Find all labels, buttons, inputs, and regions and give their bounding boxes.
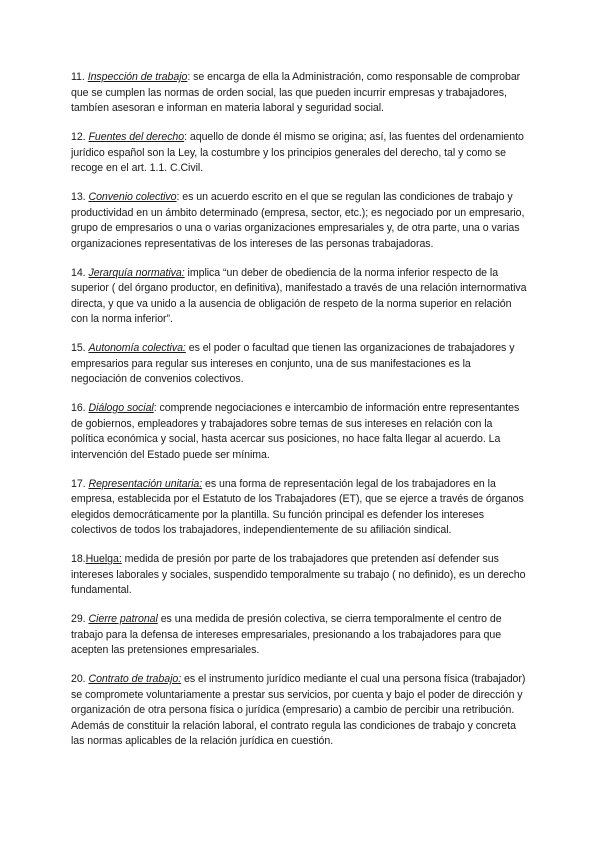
entry-definition: es el poder o facultad que tienen las organizaciones de trabajadores y empresarios para regular sus intereses en conjunto, una de sus manifestaciones es la negociación de convenios colectivos. bbox=[71, 342, 515, 386]
glossary-entry bbox=[71, 401, 527, 463]
glossary-entry bbox=[71, 552, 527, 599]
glossary-entry bbox=[71, 612, 527, 659]
entry-definition: es una medida de presión colectiva, se cierra temporalmente el centro de trabajo para la defensa de intereses empresariales, presionando a los trabajadores para que acepten las pretensiones empresariales. bbox=[71, 613, 502, 657]
entry-term: Representación unitaria: bbox=[88, 477, 203, 490]
entry-number: 11. bbox=[71, 71, 88, 83]
entry-term: Fuentes del derecho bbox=[88, 130, 185, 143]
entry-number: 13. bbox=[71, 190, 89, 203]
entry-definition: medida de presión por parte de los trabajadores que pretenden así defender sus intereses laborales y sociales, suspendido temporalmente su trabajo ( no definido), es un derecho fundamental. bbox=[71, 553, 526, 597]
entry-term: Diálogo social bbox=[88, 402, 154, 415]
entry-number: 12. bbox=[71, 130, 89, 143]
glossary-entry bbox=[71, 341, 527, 388]
entry-number: 14. bbox=[71, 266, 89, 279]
glossary-entry bbox=[71, 266, 527, 328]
entry-term: Inspección de trabajo bbox=[87, 71, 188, 83]
entry-definition: es una forma de representación legal de los trabajadores en la empresa, establecida por el Estatuto de los Trabajadores (ET), que se ejerce a través de órganos elegidos democráticamente por la plantilla. Su función principal es defender los intereses colectivos de todos los trabajadores, independientemente de su afiliación sindical. bbox=[71, 477, 524, 537]
glossary-entry bbox=[71, 477, 527, 539]
entry-number: 17. bbox=[71, 477, 89, 490]
glossary-entry bbox=[71, 70, 527, 117]
entry-number: 29. bbox=[71, 613, 89, 626]
entry-term: Jerarquía normativa: bbox=[88, 266, 185, 279]
entry-term: Convenio colectivo bbox=[88, 190, 177, 203]
entry-term: Contrato de trabajo: bbox=[88, 673, 182, 686]
entry-number: 20. bbox=[71, 673, 89, 686]
entry-definition: : es un acuerdo escrito en el que se regulan las condiciones de trabajo y productividad en un ámbito determinado (empresa, sector, etc.); es negociado por un empresario, grupo de empresarios o una o varias organizaciones empresariales y, de otra parte, una o varias organizaciones representativas de los intereses de las personas trabajadoras. bbox=[71, 190, 525, 250]
entry-definition: es el instrumento jurídico mediante el cual una persona física (trabajador) se compromete voluntariamente a prestar sus servicios, por cuenta y bajo el poder de dirección y organización de otra persona física o jurídica (empresario) a cambio de percibir una retribución. Además de constituir la relación laboral, el contrato regula las condiciones de trabajo y concreta las normas aplicables de la relación jurídica en cuestión. bbox=[71, 673, 526, 748]
entry-definition: : comprende negociaciones e intercambio de información entre representantes de gobiernos, empleadores y trabajadores sobre temas de sus intereses en relación con la política económica y social, hasta acercar sus posiciones, no hace falta llegar al acuerdo. La intervención del Estado puede ser mínima. bbox=[71, 402, 520, 461]
glossary-entry bbox=[71, 190, 527, 252]
entry-term: Cierre patronal bbox=[88, 613, 158, 626]
entry-definition: : se encarga de ella la Administración, como responsable de comprobar que se cumplen las normas de orden social, las que pueden incurrir empresas y trabajadores, tambíen asesoran e informan en materia laboral y seguridad social. bbox=[71, 71, 521, 115]
entry-number: 18. bbox=[71, 553, 86, 566]
entry-number: 15. bbox=[71, 342, 89, 355]
glossary-entry bbox=[71, 130, 527, 177]
entry-term: Autonomía colectiva: bbox=[88, 342, 186, 355]
glossary-entry bbox=[71, 672, 527, 750]
entry-number: 16. bbox=[71, 402, 89, 415]
glossary-list bbox=[71, 70, 527, 763]
entry-definition: implica “un deber de obediencia de la norma inferior respecto de la superior ( del órgano productor, en definitiva), manifestado a través de una relación internormativa directa, y que va unido a la ausencia de obligación de respeto de la norma superior en relación con la norma inferior”. bbox=[71, 266, 527, 326]
entry-term: Huelga: bbox=[85, 553, 122, 566]
entry-definition: : aquello de donde él mismo se origina; así, las fuentes del ordenamiento jurídico español son la Ley, la costumbre y los principios generales del derecho, tal y como se recoge en el art. 1.1. C.Civil. bbox=[71, 130, 524, 175]
